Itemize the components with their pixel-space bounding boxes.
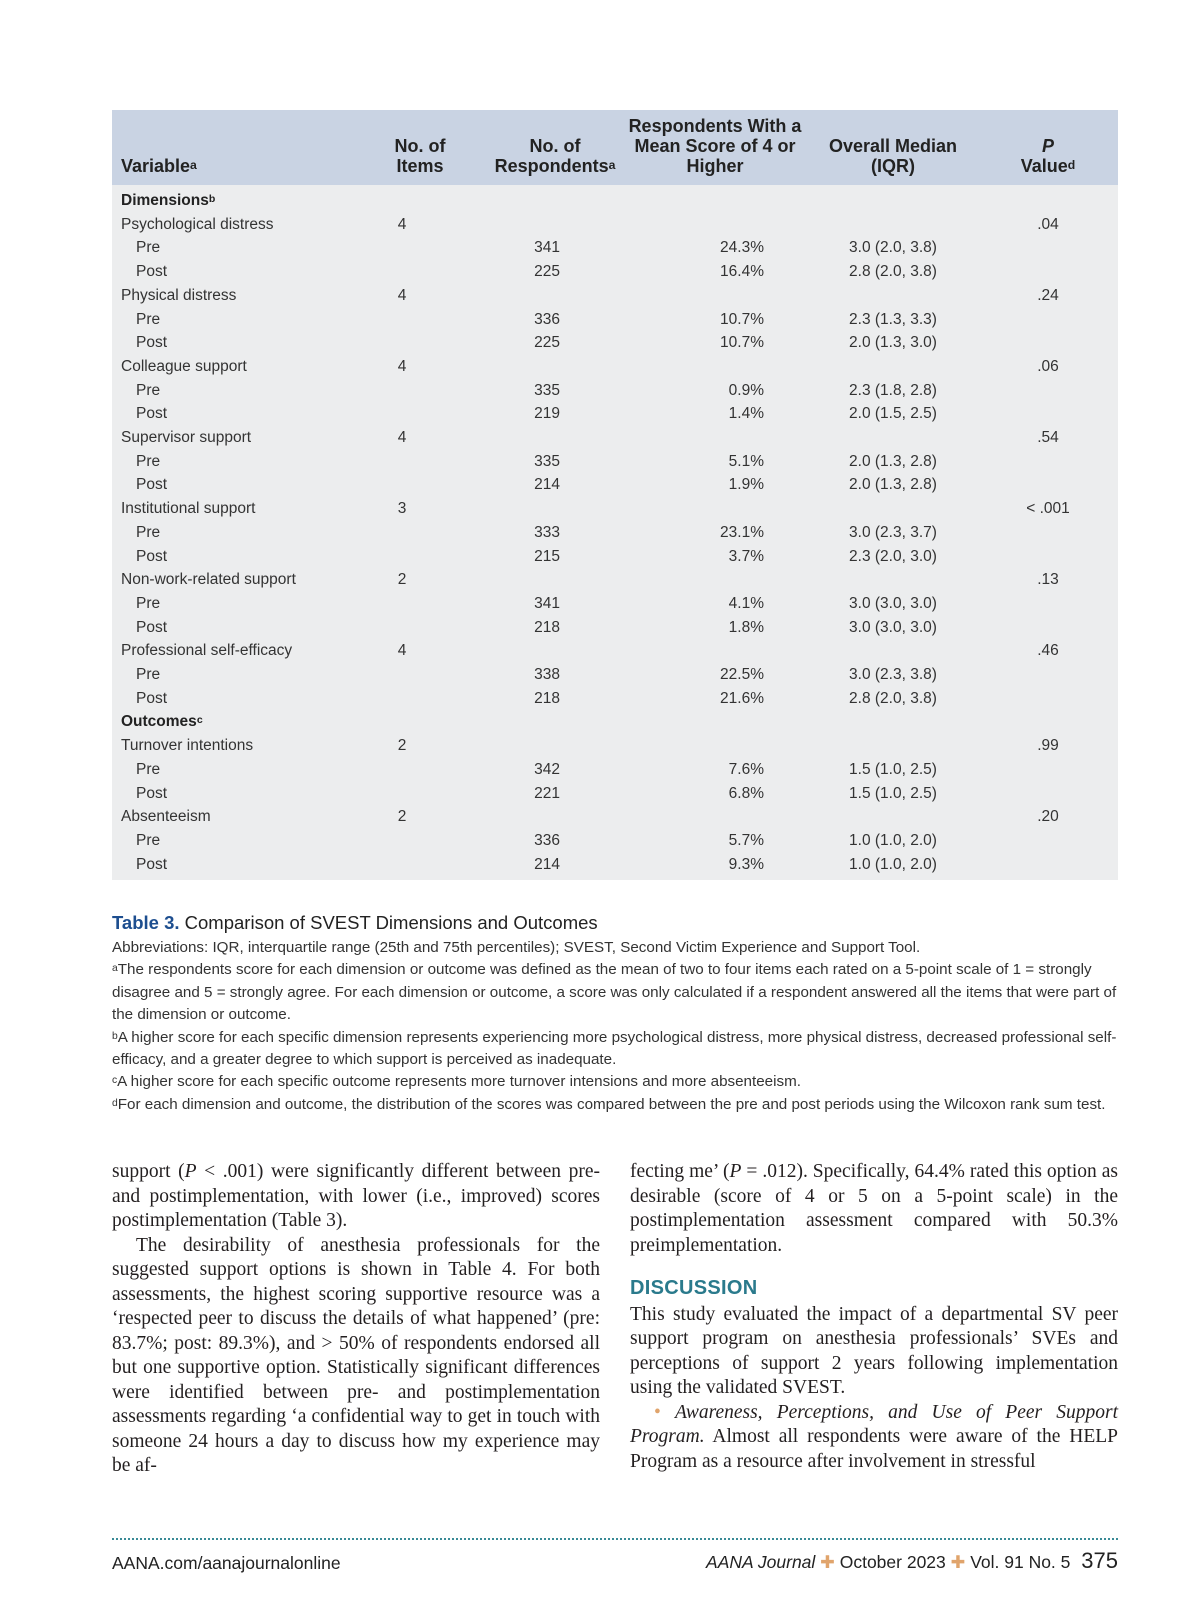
items-cell [332,545,472,569]
table-row [112,213,1118,237]
p-value-cell [978,853,1118,881]
items-cell: 2 [397,571,407,589]
items-cell [332,260,472,284]
table-row [112,545,1118,569]
respondents-cell: 219 [534,405,560,423]
header-median: Overall Median (IQR) [828,136,958,176]
p-value-cell: < .001 [1026,500,1070,518]
period-label: Post [136,547,168,565]
mean4-cell [622,805,808,829]
mean4-cell: 5.7% [728,831,764,849]
respondents-cell [472,284,622,308]
items-cell [332,379,472,403]
p-value-cell: .46 [1037,642,1059,660]
median-cell: 2.3 (2.0, 3.0) [849,547,937,565]
mean4-cell [622,355,808,379]
section-heading-discussion: DISCUSSION [630,1277,758,1299]
items-cell: 4 [397,642,407,660]
p-value-cell: .24 [1037,286,1059,304]
items-cell [332,402,472,426]
table-row [112,308,1118,332]
period-label: Pre [136,310,161,328]
median-cell: 1.5 (1.0, 2.5) [849,760,937,778]
mean4-cell: 10.7% [720,334,764,352]
p-value-cell [978,545,1118,569]
p-value-cell: .99 [1037,737,1059,755]
mean4-cell: 0.9% [728,381,764,399]
period-label: Post [136,476,168,494]
paragraph: This study evaluated the impact of a departmental SV peer support program on anesthesia professionals’ SVEs and perceptions of support 2 years following implementation using the validated SVEST. [630,1303,1118,1398]
variable-label: Professional self-efficacy [121,642,293,660]
respondents-cell: 336 [534,831,560,849]
mean4-cell: 4.1% [728,594,764,612]
items-cell: 3 [397,500,407,518]
header-respondents: No. of Respondents$^a$ [494,136,616,176]
median-cell [808,805,978,829]
respondents-cell: 336 [534,310,560,328]
respondents-cell [472,426,622,450]
respondents-cell: 341 [534,594,560,612]
table-row [112,497,1118,521]
mean4-cell: 22.5% [720,666,764,684]
period-label: Post [136,263,168,281]
items-cell [332,782,472,806]
median-cell: 1.0 (1.0, 2.0) [849,855,937,873]
svest-comparison-table [112,110,1118,880]
median-cell: 2.0 (1.5, 2.5) [849,405,937,423]
header-mean4: Respondents With a Mean Score of 4 or Higher [628,116,802,176]
respondents-cell: 341 [534,239,560,257]
p-value-cell [978,758,1118,782]
table-row [112,379,1118,403]
respondents-cell: 214 [534,476,560,494]
median-cell: 1.5 (1.0, 2.5) [849,784,937,802]
table-row [112,355,1118,379]
respondents-cell [472,355,622,379]
p-value-cell [978,236,1118,260]
items-cell [332,450,472,474]
mean4-cell [622,284,808,308]
p-value-cell [978,379,1118,403]
p-value-cell [978,592,1118,616]
respondents-cell: 225 [534,334,560,352]
p-value-cell [978,450,1118,474]
mean4-cell: 1.4% [728,405,764,423]
footnote-abbreviations: Abbreviations: IQR, interquartile range (25th and 75th percentiles); SVEST, Second Victim Experience and Support Tool. [112,939,921,956]
median-cell [808,639,978,663]
median-cell: 1.0 (1.0, 2.0) [849,831,937,849]
table-row [112,331,1118,355]
p-value-cell: .13 [1037,571,1059,589]
respondents-cell: 225 [534,263,560,281]
table-row [112,450,1118,474]
items-cell [332,853,472,881]
footer-divider [112,1538,1118,1540]
mean4-cell: 1.8% [728,618,764,636]
header-p-value: P Value$^d$ [1020,136,1076,176]
footnote-c: $^c$A higher score for each specific outcome represents more turnover intensions and more absenteeism. [112,1073,801,1091]
variable-label: Institutional support [121,500,256,518]
median-cell: 2.3 (1.3, 3.3) [849,310,937,328]
items-cell [332,331,472,355]
respondents-cell [472,213,622,237]
respondents-cell: 215 [534,547,560,565]
mean4-cell: 24.3% [720,239,764,257]
period-label: Post [136,689,168,707]
table-caption [112,912,1118,934]
median-cell: 2.8 (2.0, 3.8) [849,689,937,707]
items-cell: 2 [397,737,407,755]
table-row [112,663,1118,687]
items-cell: 4 [397,429,407,447]
mean4-cell: 6.8% [728,784,764,802]
median-cell: 2.0 (1.3, 3.0) [849,334,937,352]
respondents-cell [472,497,622,521]
body-column-left [112,1160,600,1479]
median-cell [808,568,978,592]
table-row [112,592,1118,616]
variable-label: Absenteeism [121,808,211,826]
section-label: Dimensions$^b$ [121,192,216,209]
mean4-cell: 9.3% [728,855,764,873]
volume-number: Vol. 91 No. 5 [970,1552,1071,1572]
items-cell: 2 [397,808,407,826]
median-cell: 2.0 (1.3, 2.8) [849,452,937,470]
footnote-a: $^a$The respondents score for each dimension or outcome was defined as the mean of two to four items each rated on a 5-point scale of 1 = strongly disagree and 5 = strongly agree. For each dimension or outcome, a score was only calculated if a respondent answered all the items that were part of the dimension or outcome. [112,961,1117,1024]
p-value-cell [978,521,1118,545]
p-value-cell: .04 [1037,215,1059,233]
p-value-cell [978,663,1118,687]
respondents-cell [472,568,622,592]
p-value-cell [978,308,1118,332]
items-cell [332,592,472,616]
respondents-cell: 338 [534,666,560,684]
period-label: Pre [136,452,161,470]
cross-icon: ✚ [820,1552,835,1572]
cross-icon: ✚ [950,1552,966,1572]
footnote-b: $^b$A higher score for each specific dimension represents experiencing more psychological distress, more physical distress, decreased professional self-efficacy, and a greater degree to which support is perceived as inadequate. [112,1028,1117,1069]
table-row [112,829,1118,853]
median-cell: 2.0 (1.3, 2.8) [849,476,937,494]
page-number: 375 [1081,1548,1118,1573]
variable-label: Non-work-related support [121,571,296,589]
respondents-cell [472,805,622,829]
respondents-cell: 335 [534,381,560,399]
respondents-cell: 335 [534,452,560,470]
mean4-cell: 3.7% [728,547,764,565]
table-footnotes [112,937,1118,1116]
mean4-cell: 23.1% [720,523,764,541]
table-row [112,616,1118,640]
p-value-cell [978,616,1118,640]
header-variable: Variable$^a$ [121,156,197,176]
p-value-cell [978,402,1118,426]
items-cell [332,473,472,497]
period-label: Post [136,334,168,352]
mean4-cell: 10.7% [720,310,764,328]
median-cell: 3.0 (3.0, 3.0) [849,618,937,636]
median-cell: 2.3 (1.8, 2.8) [849,381,937,399]
footer-url: AANA.com/aanajournalonline [112,1553,341,1573]
table-row [112,426,1118,450]
bullet-icon: • [654,1401,661,1423]
section-label: Outcomes$^c$ [121,713,203,731]
table-header-row [112,110,1118,185]
p-value-cell: .06 [1037,357,1059,375]
journal-name: AANA Journal [706,1552,816,1572]
period-label: Pre [136,239,161,257]
items-cell [332,687,472,711]
table-row [112,734,1118,758]
variable-label: Turnover intentions [121,737,254,755]
mean4-cell [622,734,808,758]
table-row [112,782,1118,806]
p-value-cell [978,260,1118,284]
mean4-cell [622,568,808,592]
table-row [112,260,1118,284]
footer-citation [706,1548,1118,1574]
caption-label: Table 3. [112,912,180,933]
issue-date: October 2023 [839,1552,946,1572]
mean4-cell [622,426,808,450]
table-row [112,236,1118,260]
median-cell: 2.8 (2.0, 3.8) [849,263,937,281]
variable-label: Psychological distress [121,215,274,233]
body-column-right [630,1160,1118,1474]
table-row [112,687,1118,711]
median-cell [808,426,978,450]
period-label: Pre [136,666,161,684]
table-row [112,473,1118,497]
variable-label: Colleague support [121,357,247,375]
items-cell: 4 [397,215,407,233]
mean4-cell: 16.4% [720,263,764,281]
respondents-cell: 218 [534,618,560,636]
table-body [112,185,1118,880]
median-cell [808,355,978,379]
table-row [112,710,1118,734]
variable-label: Physical distress [121,286,237,304]
footnote-d: $^d$For each dimension and outcome, the distribution of the scores was compared between the pre and post periods using the Wilcoxon rank sum test. [112,1095,1106,1113]
items-cell: 4 [397,357,407,375]
mean4-cell: 7.6% [728,760,764,778]
table-row [112,758,1118,782]
p-value-cell: .20 [1037,808,1059,826]
mean4-cell: 5.1% [728,452,764,470]
median-cell: 3.0 (3.0, 3.0) [849,594,937,612]
table-3 [112,110,1118,880]
p-value-cell [978,829,1118,853]
median-cell: 3.0 (2.3, 3.7) [849,523,937,541]
header-items: No. of Items [394,136,446,176]
items-cell [332,521,472,545]
period-label: Pre [136,381,161,399]
median-cell: 3.0 (2.0, 3.8) [849,239,937,257]
respondents-cell: 221 [534,784,560,802]
p-value-cell [978,473,1118,497]
mean4-cell [622,213,808,237]
respondents-cell: 333 [534,523,560,541]
period-label: Pre [136,760,161,778]
mean4-cell: 21.6% [720,689,764,707]
respondents-cell [472,734,622,758]
items-cell: 4 [397,286,407,304]
paragraph: • Awareness, Perceptions, and Use of Peer Support Program. Almost all respondents were aware of the HELP Program as a resource after involvement in stressful [630,1401,1119,1472]
table-row [112,284,1118,308]
table-row [112,185,1118,213]
period-label: Pre [136,831,161,849]
mean4-cell [622,497,808,521]
variable-label: Supervisor support [121,429,252,447]
respondents-cell [472,639,622,663]
median-cell [808,213,978,237]
period-label: Pre [136,594,161,612]
table-row [112,639,1118,663]
paragraph: The desirability of anesthesia professionals for the suggested support options is shown in Table 4. For both assessments, the highest scoring supportive resource was a ‘respected peer to discuss the details of what happened’ (pre: 83.7%; post: 89.3%), and > 50% of respondents endorsed all but one supportive option. Statistically significant differences were identified between pre- and postimplementation assessments regarding ‘a confidential way to get in touch with someone 24 hours a day to discuss how my experience may be af- [112,1234,600,1476]
p-value-cell [978,687,1118,711]
paragraph: support (P < .001) were significantly different between pre- and postimplementation, with lower (i.e., improved) scores postimplementation (Table 3). [112,1161,600,1231]
respondents-cell: 342 [534,760,560,778]
period-label: Post [136,618,168,636]
p-value-cell [978,782,1118,806]
period-label: Pre [136,523,161,541]
table-row [112,402,1118,426]
items-cell [332,663,472,687]
median-cell [808,284,978,308]
period-label: Post [136,855,168,873]
table-row [112,853,1118,881]
median-cell: 3.0 (2.3, 3.8) [849,666,937,684]
items-cell [332,308,472,332]
table-row [112,521,1118,545]
p-value-cell: .54 [1037,429,1059,447]
caption-title: Comparison of SVEST Dimensions and Outcomes [184,912,598,933]
items-cell [332,616,472,640]
table-row [112,568,1118,592]
period-label: Post [136,784,168,802]
mean4-cell [622,639,808,663]
table-row [112,805,1118,829]
respondents-cell: 214 [534,855,560,873]
period-label: Post [136,405,168,423]
respondents-cell: 218 [534,689,560,707]
paragraph: fecting me’ (P = .012). Specifically, 64.4% rated this option as desirable (score of 4 or 5 on a 5-point scale) in the postimplementation assessment compared with 50.3% preimplementation. [630,1161,1118,1256]
p-value-cell [978,331,1118,355]
mean4-cell: 1.9% [728,476,764,494]
median-cell [808,497,978,521]
items-cell [332,236,472,260]
items-cell [332,829,472,853]
median-cell [808,734,978,758]
items-cell [332,758,472,782]
